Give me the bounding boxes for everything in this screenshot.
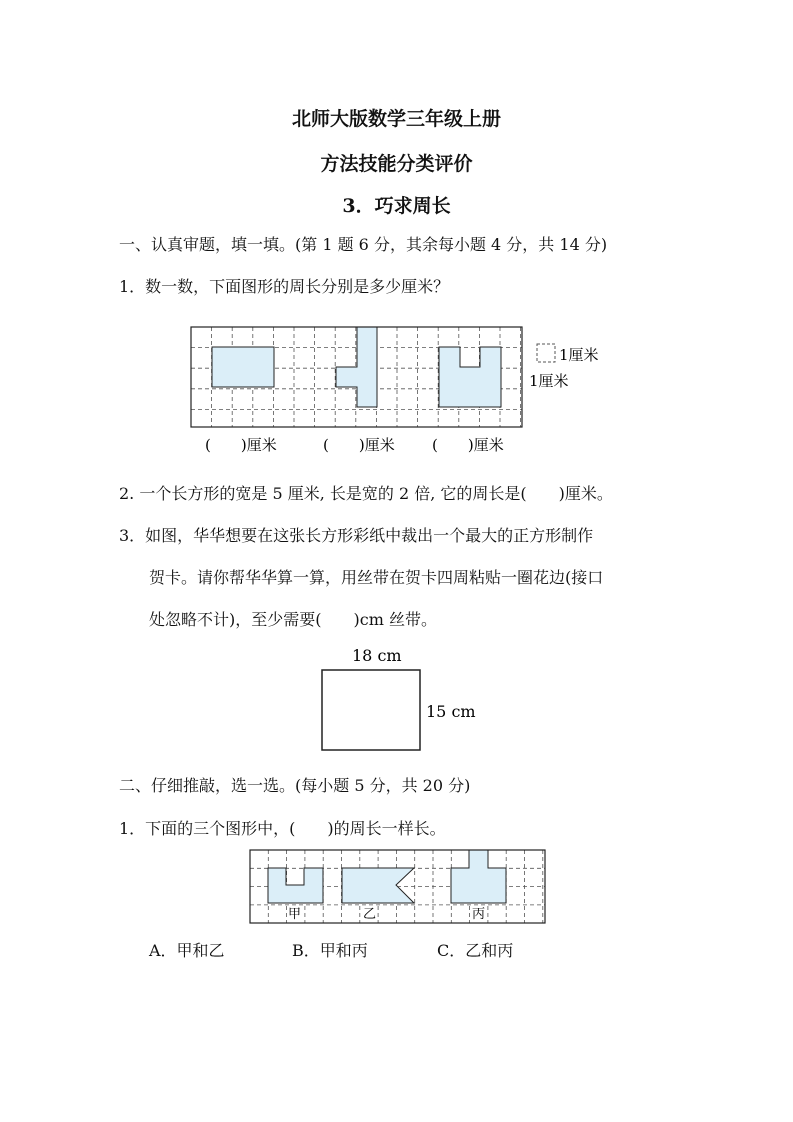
width-label: 18 cm [352, 646, 402, 665]
answer-blank-2: ( )厘米 [323, 436, 395, 454]
section1-heading: 一、认真审题，填一填。(第 1 题 6 分，其余每小题 4 分，共 14 分) [119, 235, 608, 254]
question-1-text: 1．数一数，下面图形的周长分别是多少厘米？ [119, 277, 450, 296]
page-title: 北师大版数学三年级上册 [291, 108, 501, 130]
option-a[interactable]: A．甲和乙 [149, 941, 225, 960]
paper-rectangle [322, 670, 420, 750]
height-label: 15 cm [426, 702, 476, 721]
option-b[interactable]: B．甲和丙 [292, 941, 368, 960]
answer-blank-1: ( )厘米 [205, 436, 277, 454]
legend-unit-side: 1厘米 [529, 372, 569, 390]
grid-figure-2 [245, 846, 555, 931]
page-subtitle: 方法技能分类评价 [320, 153, 473, 175]
section2-question-1-text: 1．下面的三个图形中，( )的周长一样长。 [119, 819, 446, 838]
section-title: 3．巧求周长 [342, 195, 451, 217]
legend-unit-square: 1厘米 [559, 346, 599, 364]
option-c[interactable]: C．乙和丙 [437, 941, 514, 960]
question-3-line2: 贺卡。请你帮华华算一算，用丝带在贺卡四周粘贴一圈花边(接口 [149, 568, 604, 587]
shape-label-jia: 甲 [288, 907, 302, 922]
rectangle-figure [310, 643, 490, 758]
section2-heading: 二、仔细推敲，选一选。(每小题 5 分，共 20 分) [119, 776, 471, 795]
shape-label-yi: 乙 [363, 907, 377, 922]
question-3-line1: 3．如图，华华想要在这张长方形彩纸中裁出一个最大的正方形制作 [119, 526, 594, 545]
question-3-line3: 处忽略不计)，至少需要( )cm 丝带。 [149, 610, 437, 629]
answer-blank-3: ( )厘米 [432, 436, 504, 454]
unit-square-icon [537, 344, 555, 362]
grid-figure-1 [185, 320, 625, 460]
shape-label-bing: 丙 [472, 907, 486, 922]
question-2-text: 2. 一个长方形的宽是 5 厘米, 长是宽的 2 倍, 它的周长是( )厘米。 [119, 484, 613, 503]
